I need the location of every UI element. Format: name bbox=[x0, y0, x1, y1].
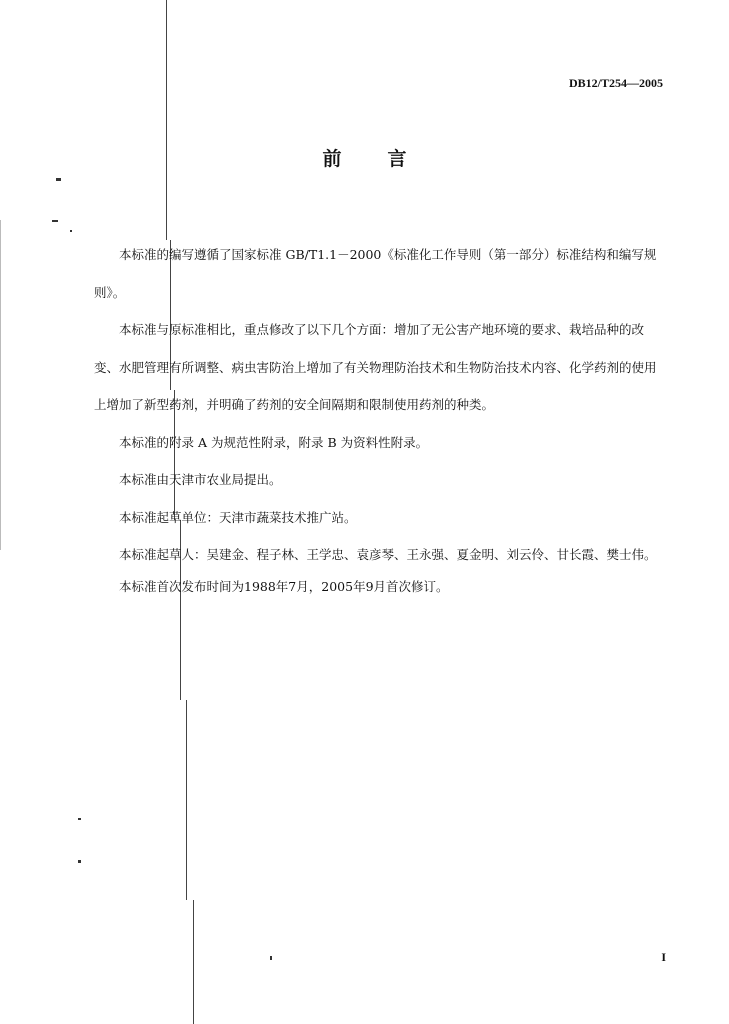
paragraph-drafters: 本标准起草人：吴建金、程子林、王学忠、袁彦琴、王永强、夏金明、刘云伶、甘长霞、樊士伟。 bbox=[119, 547, 657, 562]
document-code: DB12/T254—2005 bbox=[568, 76, 663, 90]
scan-artifact-dot bbox=[52, 220, 58, 222]
paragraph-appendices: 本标准的附录 A 为规范性附录，附录 B 为资料性附录。 bbox=[119, 434, 429, 450]
paragraph-release-history: 本标准首次发布时间为1988年7月，2005年9月首次修订。 bbox=[119, 578, 449, 594]
scan-artifact-dot bbox=[70, 230, 72, 232]
scan-artifact-line bbox=[0, 220, 1, 550]
scan-artifact-dot bbox=[78, 860, 81, 863]
paragraph-proposer: 本标准由天津市农业局提出。 bbox=[119, 472, 282, 487]
paragraph-drafting-unit: 本标准起草单位：天津市蔬菜技术推广站。 bbox=[119, 509, 357, 525]
paragraph-compilation-basis: 本标准的编写遵循了国家标准 GB/T1.1－2000《标准化工作导则（第一部分）标准结构和编写规则》。 bbox=[94, 247, 657, 300]
page-title: 前言 bbox=[322, 148, 453, 170]
scan-artifact-line bbox=[193, 900, 194, 1024]
scan-artifact-line bbox=[186, 700, 187, 900]
scan-artifact-dot bbox=[56, 178, 61, 181]
paragraph-revisions: 本标准与原标准相比，重点修改了以下几个方面：增加了无公害产地环境的要求、栽培品种的改变、水肥管理有所调整、病虫害防治上增加了有关物理防治技术和生物防治技术内容、化学药剂的使用上增加了新型药剂，并明确了药剂的安全间隔期和限制使用药剂的种类。 bbox=[94, 322, 657, 412]
page-number: I bbox=[661, 950, 666, 964]
scan-artifact-dot bbox=[78, 818, 81, 820]
foreword-body bbox=[94, 236, 666, 602]
scan-artifact-line bbox=[166, 0, 167, 240]
scan-artifact-dot bbox=[270, 956, 272, 960]
